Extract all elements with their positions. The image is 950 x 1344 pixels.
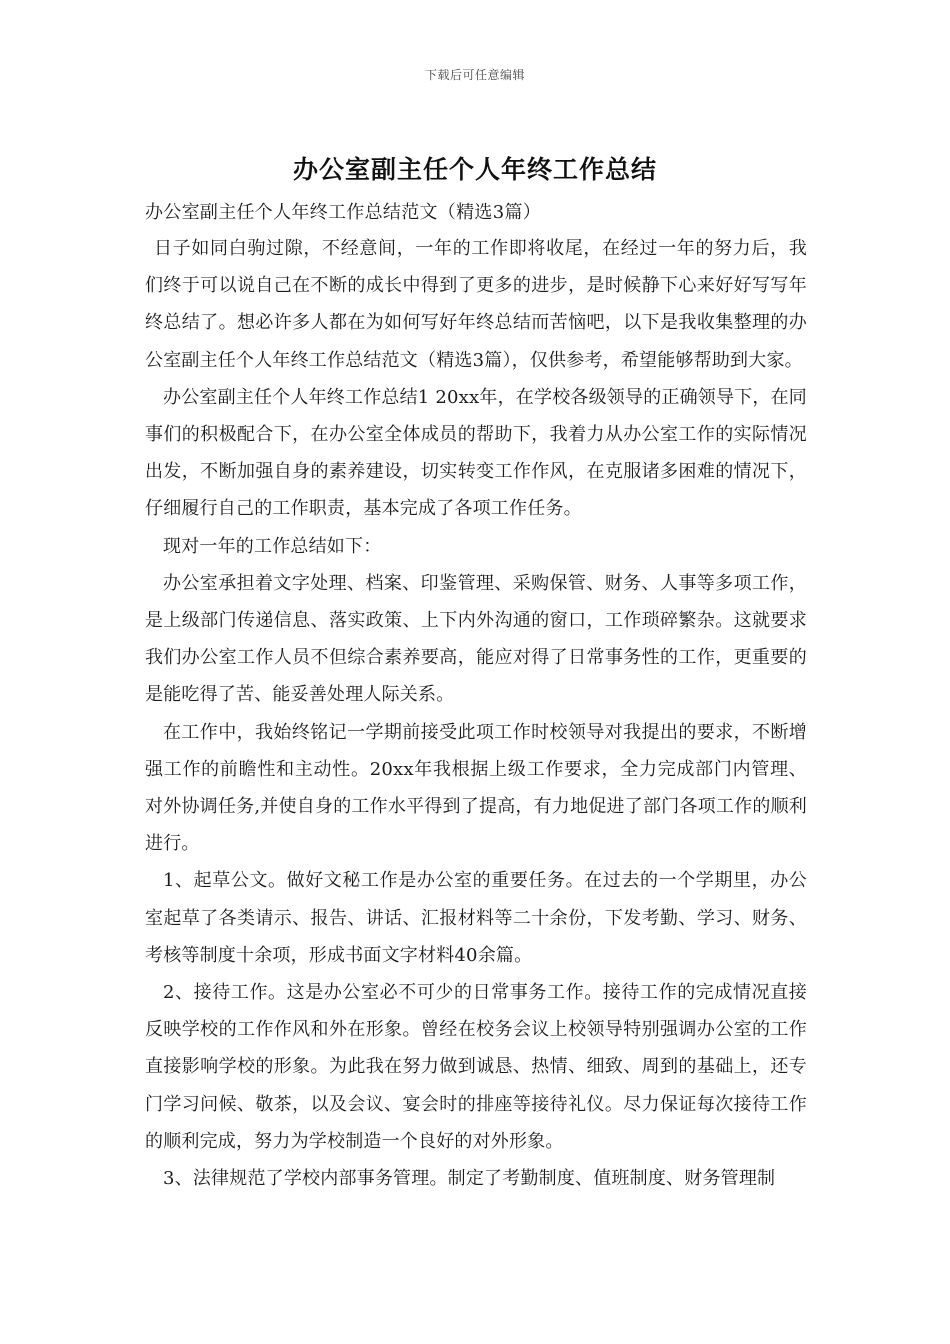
paragraph-intro: 日子如同白驹过隙，不经意间，一年的工作即将收尾，在经过一年的努力后，我们终于可以说自己在不断的成长中得到了更多的进步，是时候静下心来好好写写年终总结了。想必许多人都在为如何写好年终总结而苦恼吧，以下是我收集整理的办公室副主任个人年终工作总结范文（精选3篇），仅供参考，希望能够帮助到大家。	[145, 238, 807, 371]
paragraph-summary-1: 办公室副主任个人年终工作总结1 20xx年，在学校各级领导的正确领导下，在同事们的积极配合下，在办公室全体成员的帮助下，我着力从办公室工作的实际情况出发，不断加强自身的素养建设，切实转变工作作风，在克服诸多困难的情况下，仔细履行自己的工作职责，基本完成了各项工作任务。	[145, 386, 807, 520]
document-title: 办公室副主任个人年终工作总结	[292, 155, 657, 184]
paragraph-item-reception: 2、接待工作。这是办公室必不可少的日常事务工作。接待工作的完成情况直接反映学校的工作作风和外在形象。曾经在校务会议上校领导特别强调办公室的工作直接影响学校的形象。为此我在努力做到诚恳、热情、细致、周到的基础上，还专门学习问候、敬茶，以及会议、宴会时的排座等接待礼仪。尽力保证每次接待工作的顺利完成，努力为学校制造一个良好的对外形象。	[145, 982, 807, 1152]
header-note: 下载后可任意编辑	[424, 68, 525, 82]
paragraph-item-regulation: 3、法律规范了学校内部事务管理。制定了考勤制度、值班制度、财务管理制	[163, 1168, 776, 1190]
document-body	[145, 196, 807, 1197]
paragraph-work-attitude: 在工作中，我始终铭记一学期前接受此项工作时校领导对我提出的要求，不断增强工作的前瞻性和主动性。20xx年我根据上级工作要求，全力完成部门内管理、对外协调任务,并使自身的工作水平得到了提高，有力地促进了部门各项工作的顺利进行。	[145, 721, 807, 855]
paragraph-item-drafting: 1、起草公文。做好文秘工作是办公室的重要任务。在过去的一个学期里，办公室起草了各类请示、报告、讲话、汇报材料等二十余份，下发考勤、学习、财务、考核等制度十余项，形成书面文字材料40余篇。	[145, 870, 807, 966]
document-subtitle: 办公室副主任个人年终工作总结范文（精选3篇）	[145, 202, 542, 223]
paragraph-summary-lead: 现对一年的工作总结如下：	[163, 535, 382, 557]
paragraph-office-duties: 办公室承担着文字处理、档案、印鉴管理、采购保管、财务、人事等多项工作，是上级部门传递信息、落实政策、上下内外沟通的窗口，工作琐碎繁杂。这就要求我们办公室工作人员不但综合素养要高，能应对得了日常事务性的工作，更重要的是能吃得了苦、能妥善处理人际关系。	[145, 572, 807, 706]
